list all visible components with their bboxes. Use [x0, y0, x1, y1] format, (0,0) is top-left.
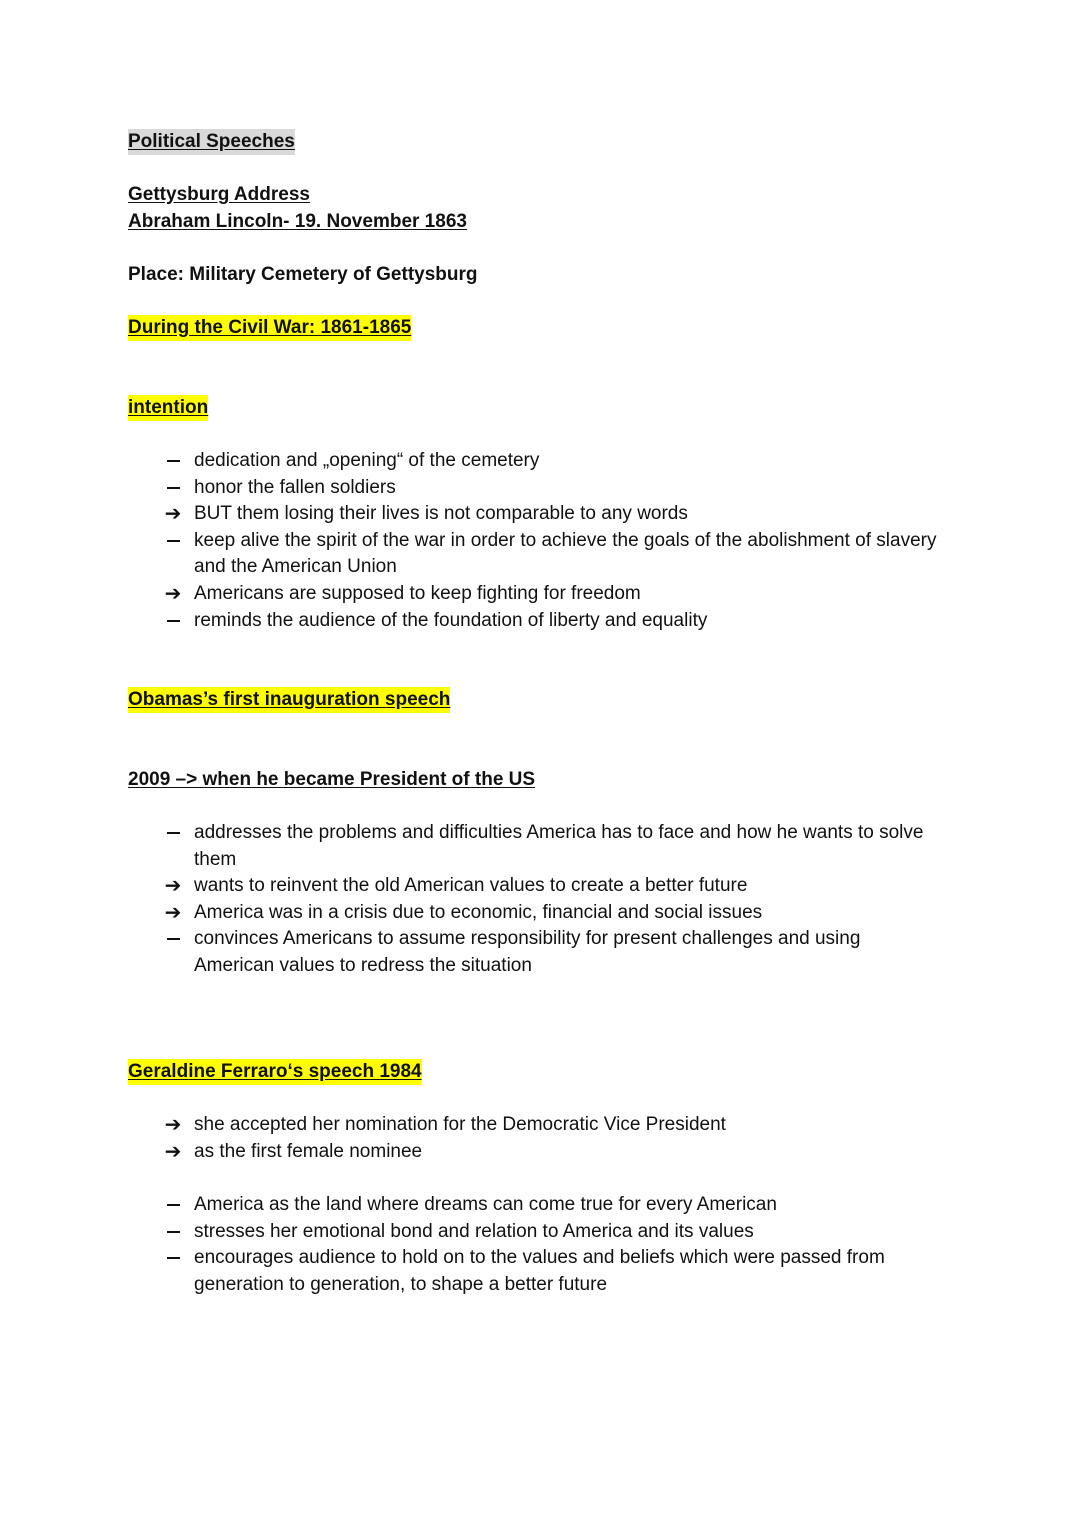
obama-heading: Obamas’s first inauguration speech — [128, 687, 450, 713]
arrow-right-icon: ➔ — [164, 582, 182, 605]
list-item: dedication and „opening“ of the cemetery — [162, 448, 942, 475]
list-item: ➔ she accepted her nomination for the Democratic Vice President — [162, 1112, 942, 1139]
page-title: Political Speeches — [128, 129, 295, 155]
obama-subheading: 2009 –> when he became President of the US — [128, 769, 536, 790]
gettysburg-points-list — [162, 448, 942, 634]
dash-icon — [162, 926, 184, 940]
arrow-right-icon: ➔ — [164, 1114, 182, 1136]
list-item: encourages audience to hold on to the values and beliefs which were passed from generation to generation, to shape a better future — [162, 1245, 942, 1298]
list-item: ➔ Americans are supposed to keep fighting for freedom — [162, 581, 942, 608]
dash-icon — [162, 820, 184, 834]
dash-icon — [162, 528, 184, 542]
list-item: ➔ BUT them losing their lives is not comparable to any words — [162, 501, 942, 528]
intention-heading: intention — [128, 395, 208, 421]
list-item: America as the land where dreams can come true for every American — [162, 1192, 942, 1219]
list-item: honor the fallen soldiers — [162, 475, 942, 502]
arrow-right-icon: ➔ — [164, 1140, 182, 1163]
arrow-right-icon: ➔ — [164, 901, 182, 924]
arrow-right-icon: ➔ — [164, 875, 182, 898]
list-item: ➔ America was in a crisis due to economic, financial and social issues — [162, 900, 942, 927]
list-item: stresses her emotional bond and relation to America and its values — [162, 1219, 942, 1246]
dash-icon — [162, 475, 184, 489]
gettysburg-context: During the Civil War: 1861-1865 — [128, 315, 411, 341]
obama-points-list — [162, 820, 942, 980]
dash-icon — [162, 1245, 184, 1259]
list-item: keep alive the spirit of the war in order to achieve the goals of the abolishment of slavery and the American Union — [162, 528, 942, 581]
list-item: addresses the problems and difficulties America has to face and how he wants to solve them — [162, 820, 942, 873]
gettysburg-heading: Gettysburg Address — [128, 184, 310, 205]
dash-icon — [162, 1192, 184, 1206]
ferraro-heading: Geraldine Ferraro‘s speech 1984 — [128, 1059, 422, 1085]
dash-icon — [162, 608, 184, 622]
ferraro-arrow-list — [162, 1112, 942, 1165]
list-item: convinces Americans to assume responsibility for present challenges and using American values to redress the situation — [162, 926, 942, 979]
dash-icon — [162, 448, 184, 462]
dash-icon — [162, 1219, 184, 1233]
arrow-right-icon: ➔ — [164, 503, 182, 526]
list-item: ➔ wants to reinvent the old American values to create a better future — [162, 873, 942, 900]
gettysburg-place: Place: Military Cemetery of Gettysburg — [128, 264, 478, 285]
gettysburg-subheading: Abraham Lincoln- 19. November 1863 — [128, 211, 467, 232]
list-item: reminds the audience of the foundation of liberty and equality — [162, 608, 942, 635]
ferraro-points-list — [162, 1192, 942, 1298]
list-item: ➔ as the first female nominee — [162, 1139, 942, 1166]
